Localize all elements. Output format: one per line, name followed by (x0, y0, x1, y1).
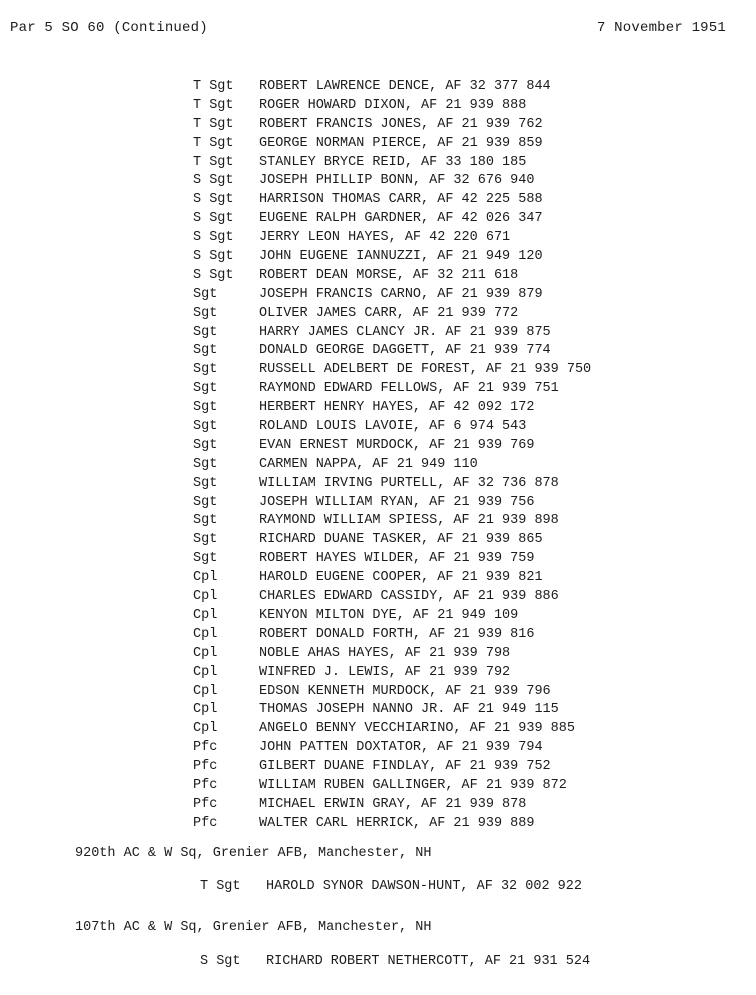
rank: Sgt (193, 400, 218, 416)
order-date: 7 November 1951 (596, 20, 726, 36)
rank: Sgt (193, 513, 218, 529)
rank: Sgt (193, 324, 218, 340)
name-and-serial: ROGER HOWARD DIXON, AF 21 939 888 (259, 97, 527, 113)
roster-row (193, 588, 733, 607)
name-and-serial: KENYON MILTON DYE, AF 21 949 109 (259, 607, 519, 623)
name-and-serial: DONALD GEORGE DAGGETT, AF 21 939 774 (259, 343, 551, 359)
rank: Sgt (193, 551, 218, 567)
rank: Cpl (193, 683, 218, 699)
rank: Sgt (193, 305, 218, 321)
member-rank: S Sgt (200, 954, 241, 969)
roster-row (193, 267, 733, 286)
roster-row (193, 135, 733, 154)
rank: T Sgt (193, 116, 234, 132)
name-and-serial: ANGELO BENNY VECCHIARINO, AF 21 939 885 (259, 721, 575, 737)
rank: S Sgt (193, 230, 234, 246)
rank: Sgt (193, 475, 218, 491)
name-and-serial: ROBERT DONALD FORTH, AF 21 939 816 (259, 626, 535, 642)
roster-row (193, 116, 733, 135)
rank: S Sgt (193, 173, 234, 189)
roster-row (193, 248, 733, 267)
name-and-serial: HAROLD EUGENE COOPER, AF 21 939 821 (259, 570, 543, 586)
name-and-serial: NOBLE AHAS HAYES, AF 21 939 798 (259, 645, 511, 661)
rank: Sgt (193, 343, 218, 359)
roster-row (193, 418, 733, 437)
name-and-serial: RAYMOND WILLIAM SPIESS, AF 21 939 898 (259, 513, 559, 529)
roster-row (193, 701, 733, 720)
roster-row (193, 777, 733, 796)
name-and-serial: THOMAS JOSEPH NANNO JR. AF 21 949 115 (259, 702, 559, 718)
roster-row (193, 815, 733, 834)
roster-row (193, 531, 733, 550)
roster-row (193, 154, 733, 173)
roster-row (193, 191, 733, 210)
roster-row (193, 720, 733, 739)
member-rank: T Sgt (200, 879, 241, 894)
rank: T Sgt (193, 154, 234, 170)
name-and-serial: OLIVER JAMES CARR, AF 21 939 772 (259, 305, 519, 321)
roster-row (193, 286, 733, 305)
roster-row (193, 342, 733, 361)
name-and-serial: CARMEN NAPPA, AF 21 949 110 (259, 456, 478, 472)
roster-row (193, 97, 733, 116)
rank: Pfc (193, 759, 218, 775)
name-and-serial: EDSON KENNETH MURDOCK, AF 21 939 796 (259, 683, 551, 699)
rank: T Sgt (193, 135, 234, 151)
rank: Cpl (193, 702, 218, 718)
name-and-serial: ROBERT DEAN MORSE, AF 32 211 618 (259, 267, 519, 283)
roster-row (193, 456, 733, 475)
rank: S Sgt (193, 267, 234, 283)
roster-row (193, 739, 733, 758)
roster-row (193, 550, 733, 569)
name-and-serial: CHARLES EDWARD CASSIDY, AF 21 939 886 (259, 589, 559, 605)
roster-row (193, 380, 733, 399)
name-and-serial: ROLAND LOUIS LAVOIE, AF 6 974 543 (259, 419, 527, 435)
rank: Sgt (193, 494, 218, 510)
name-and-serial: EUGENE RALPH GARDNER, AF 42 026 347 (259, 211, 543, 227)
name-and-serial: GEORGE NORMAN PIERCE, AF 21 939 859 (259, 135, 543, 151)
rank: Cpl (193, 664, 218, 680)
name-and-serial: STANLEY BRYCE REID, AF 33 180 185 (259, 154, 527, 170)
name-and-serial: HARRISON THOMAS CARR, AF 42 225 588 (259, 192, 543, 208)
rank: Sgt (193, 419, 218, 435)
roster-row (193, 758, 733, 777)
roster-row (193, 437, 733, 456)
member-entry: HAROLD SYNOR DAWSON-HUNT, AF 32 002 922 (266, 879, 582, 894)
name-and-serial: ROBERT FRANCIS JONES, AF 21 939 762 (259, 116, 543, 132)
roster-row (193, 172, 733, 191)
rank: Cpl (193, 626, 218, 642)
name-and-serial: GILBERT DUANE FINDLAY, AF 21 939 752 (259, 759, 551, 775)
roster-row (193, 645, 733, 664)
rank: T Sgt (193, 79, 234, 94)
roster-row (193, 78, 733, 97)
roster-row (193, 210, 733, 229)
roster-row (193, 229, 733, 248)
rank: Cpl (193, 645, 218, 661)
rank: Cpl (193, 589, 218, 605)
rank: Sgt (193, 532, 218, 548)
name-and-serial: RICHARD DUANE TASKER, AF 21 939 865 (259, 532, 543, 548)
name-and-serial: ROBERT HAYES WILDER, AF 21 939 759 (259, 551, 535, 567)
name-and-serial: WALTER CARL HERRICK, AF 21 939 889 (259, 815, 535, 831)
name-and-serial: JOHN PATTEN DOXTATOR, AF 21 939 794 (259, 740, 543, 756)
roster-row (193, 305, 733, 324)
rank: Cpl (193, 721, 218, 737)
name-and-serial: JOSEPH PHILLIP BONN, AF 32 676 940 (259, 173, 535, 189)
rank: Sgt (193, 437, 218, 453)
roster-row (193, 683, 733, 702)
name-and-serial: EVAN ERNEST MURDOCK, AF 21 939 769 (259, 437, 535, 453)
name-and-serial: WINFRED J. LEWIS, AF 21 939 792 (259, 664, 511, 680)
personnel-roster (193, 78, 733, 834)
roster-row (193, 569, 733, 588)
name-and-serial: RAYMOND EDWARD FELLOWS, AF 21 939 751 (259, 381, 559, 397)
name-and-serial: MICHAEL ERWIN GRAY, AF 21 939 878 (259, 796, 527, 812)
roster-row (193, 512, 733, 531)
name-and-serial: ROBERT LAWRENCE DENCE, AF 32 377 844 (259, 79, 551, 94)
rank: S Sgt (193, 211, 234, 227)
rank: Pfc (193, 777, 218, 793)
name-and-serial: RUSSELL ADELBERT DE FOREST, AF 21 939 750 (259, 362, 592, 378)
unit-member-row (200, 954, 590, 969)
name-and-serial: WILLIAM IRVING PURTELL, AF 32 736 878 (259, 475, 559, 491)
order-reference: Par 5 SO 60 (Continued) (10, 20, 208, 36)
rank: Pfc (193, 740, 218, 756)
roster-row (193, 607, 733, 626)
rank: Sgt (193, 381, 218, 397)
name-and-serial: JOSEPH FRANCIS CARNO, AF 21 939 879 (259, 286, 543, 302)
rank: Sgt (193, 286, 218, 302)
rank: Sgt (193, 362, 218, 378)
roster-row (193, 796, 733, 815)
name-and-serial: HERBERT HENRY HAYES, AF 42 092 172 (259, 400, 535, 416)
name-and-serial: WILLIAM RUBEN GALLINGER, AF 21 939 872 (259, 777, 567, 793)
roster-row (193, 324, 733, 343)
rank: Pfc (193, 796, 218, 812)
rank: Cpl (193, 570, 218, 586)
roster-row (193, 399, 733, 418)
unit-heading: 920th AC & W Sq, Grenier AFB, Manchester, NH (75, 846, 432, 861)
rank: Pfc (193, 815, 218, 831)
rank: Sgt (193, 456, 218, 472)
rank: S Sgt (193, 249, 234, 265)
roster-row (193, 664, 733, 683)
rank: T Sgt (193, 97, 234, 113)
rank: S Sgt (193, 192, 234, 208)
roster-row (193, 475, 733, 494)
rank: Cpl (193, 607, 218, 623)
roster-row (193, 494, 733, 513)
unit-member-row (200, 879, 582, 894)
name-and-serial: JOHN EUGENE IANNUZZI, AF 21 949 120 (259, 249, 543, 265)
roster-row (193, 626, 733, 645)
unit-heading: 107th AC & W Sq, Grenier AFB, Manchester, NH (75, 920, 432, 935)
name-and-serial: JERRY LEON HAYES, AF 42 220 671 (259, 230, 511, 246)
roster-row (193, 361, 733, 380)
name-and-serial: HARRY JAMES CLANCY JR. AF 21 939 875 (259, 324, 551, 340)
name-and-serial: JOSEPH WILLIAM RYAN, AF 21 939 756 (259, 494, 535, 510)
member-entry: RICHARD ROBERT NETHERCOTT, AF 21 931 524 (266, 954, 591, 969)
